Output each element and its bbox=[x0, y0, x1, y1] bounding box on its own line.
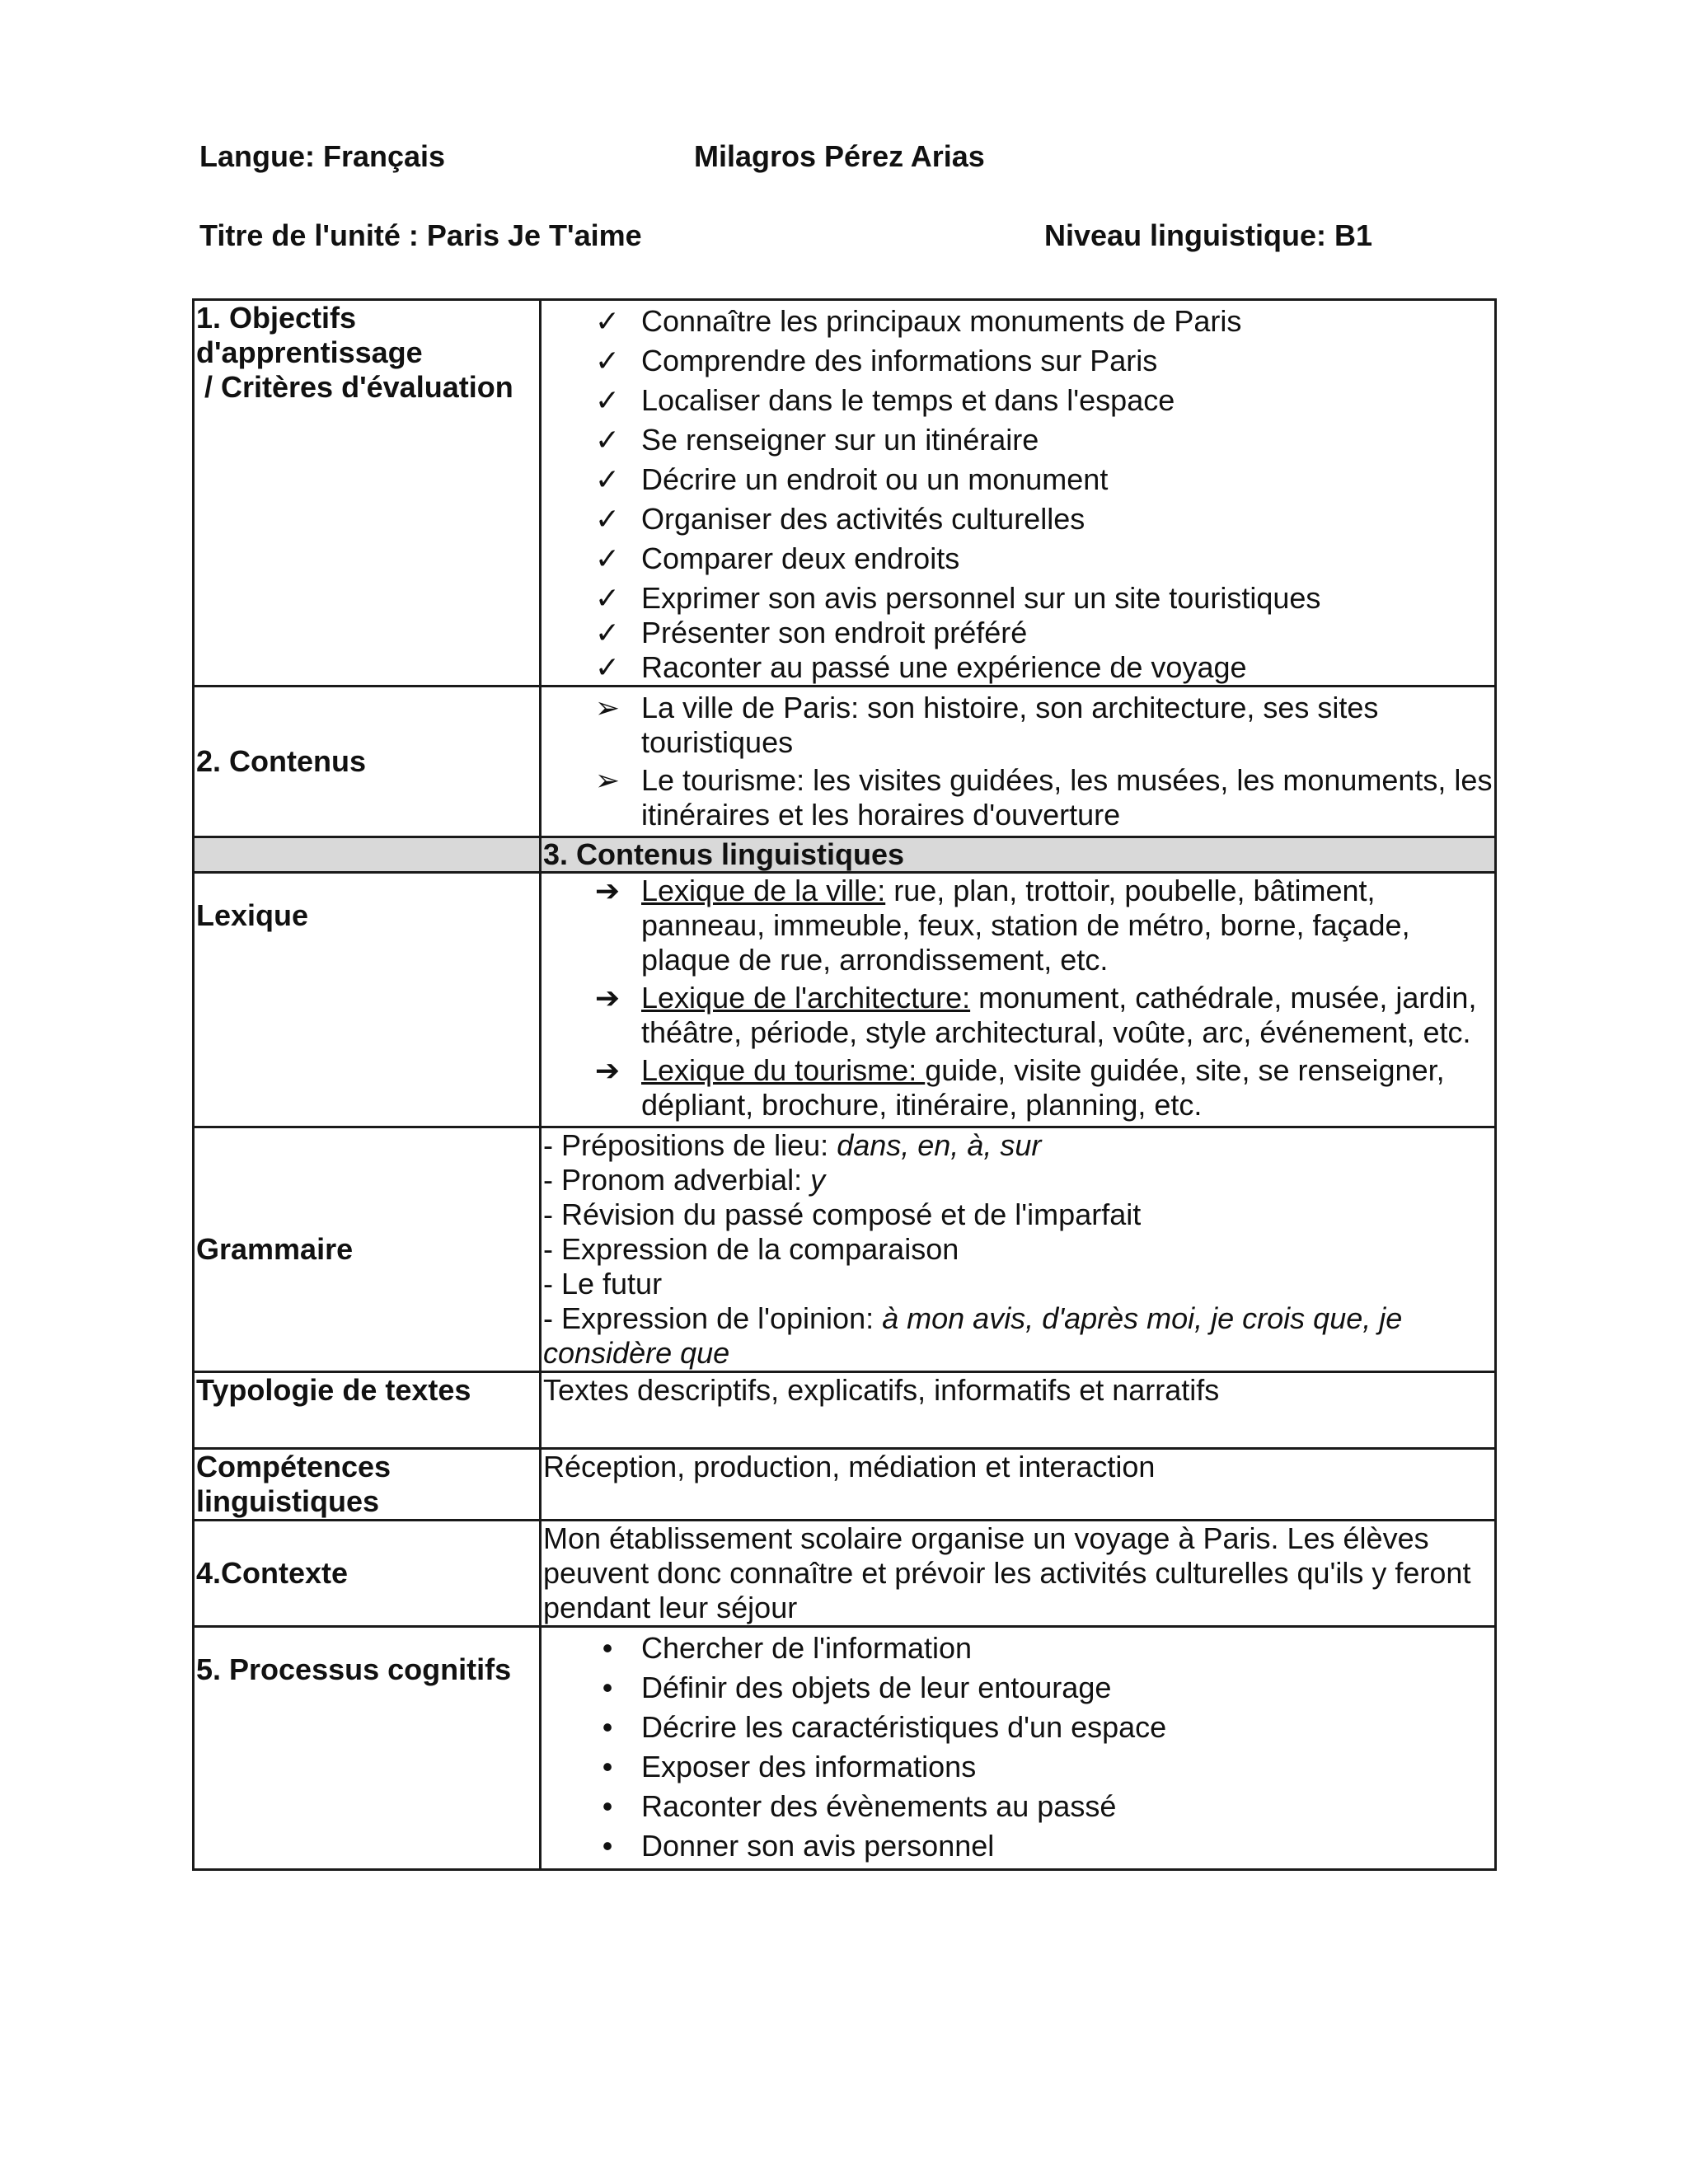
lexique-architecture-text: monument, cathédrale, musée, jardin, théâtre, période, style architectural, voûte, arc, événement, etc. bbox=[641, 981, 1477, 1049]
row-lexique bbox=[194, 873, 1496, 1127]
cell-grammaire bbox=[541, 1127, 1496, 1372]
grammaire-example: dans, en, à, sur bbox=[837, 1128, 1042, 1162]
list-item bbox=[543, 423, 1493, 457]
list-item-text: Localiser dans le temps et dans l'espace bbox=[641, 383, 1175, 417]
list-item bbox=[543, 581, 1493, 616]
list-item-text: Le tourisme: les visites guidées, les musées, les monuments, les itinéraires et les horaires d'ouverture bbox=[641, 763, 1493, 832]
header-level: Niveau linguistique: B1 bbox=[1044, 218, 1373, 252]
bullet-icon: • bbox=[602, 1750, 613, 1783]
list-item bbox=[543, 541, 1493, 576]
check-icon: ✓ bbox=[594, 616, 621, 649]
label-empty bbox=[194, 837, 541, 873]
lexique-architecture-title: Lexique de l'architecture: bbox=[641, 981, 971, 1015]
label-objectifs-line-3: / Critères d'évaluation bbox=[196, 370, 513, 404]
check-icon: ✓ bbox=[594, 650, 621, 684]
arrow-right-icon: ➔ bbox=[594, 1053, 621, 1087]
cell-typologie: Textes descriptifs, explicatifs, informatifs et narratifs bbox=[541, 1372, 1496, 1449]
list-item-text: Connaître les principaux monuments de Paris bbox=[641, 304, 1242, 338]
grammaire-text: - Prépositions de lieu: bbox=[543, 1128, 837, 1162]
list-item-text: Raconter au passé une expérience de voyage bbox=[641, 650, 1247, 684]
heading-contenus-linguistiques: 3. Contenus linguistiques bbox=[541, 837, 1496, 873]
label-typologie: Typologie de textes bbox=[194, 1372, 541, 1449]
list-item bbox=[543, 1789, 1493, 1824]
header-author: Milagros Pérez Arias bbox=[694, 139, 985, 173]
lexique-ville-text: rue, plan, trottoir, poubelle, bâtiment, panneau, immeuble, feux, station de métro, borne, façade, plaque de rue, arrondissement, etc. bbox=[641, 874, 1410, 977]
list-item-text: Décrire les caractéristiques d'un espace bbox=[641, 1710, 1167, 1744]
list-item bbox=[543, 874, 1493, 977]
row-contenus bbox=[194, 687, 1496, 837]
list-item bbox=[543, 502, 1493, 537]
list-item-text: Exprimer son avis personnel sur un site touristiques bbox=[641, 581, 1321, 615]
arrow-right-icon: ➔ bbox=[594, 981, 621, 1015]
grammaire-text: - Expression de l'opinion: bbox=[543, 1301, 883, 1335]
bullet-icon: • bbox=[602, 1789, 613, 1823]
list-item bbox=[543, 304, 1493, 339]
check-icon: ✓ bbox=[594, 423, 621, 457]
grammaire-example: y bbox=[810, 1163, 826, 1197]
label-grammaire: Grammaire bbox=[194, 1127, 541, 1372]
label-processus: 5. Processus cognitifs bbox=[194, 1627, 541, 1870]
row-competences bbox=[194, 1449, 1496, 1521]
list-item-text: La ville de Paris: son histoire, son architecture, ses sites touristiques bbox=[641, 691, 1379, 759]
list-item bbox=[543, 1631, 1493, 1666]
row-processus bbox=[194, 1627, 1496, 1870]
check-icon: ✓ bbox=[594, 541, 621, 575]
label-objectifs-line-2: d'apprentissage bbox=[196, 335, 423, 369]
row-grammaire bbox=[194, 1127, 1496, 1372]
bullet-icon: • bbox=[602, 1671, 613, 1704]
list-item-text: Décrire un endroit ou un monument bbox=[641, 462, 1109, 496]
list-item-text: Donner son avis personnel bbox=[641, 1829, 995, 1863]
check-icon: ✓ bbox=[594, 462, 621, 496]
list-item bbox=[543, 383, 1493, 418]
check-icon: ✓ bbox=[594, 344, 621, 377]
bullet-icon: • bbox=[602, 1631, 613, 1665]
lexique-ville-title: Lexique de la ville: bbox=[641, 874, 886, 907]
check-icon: ✓ bbox=[594, 304, 621, 338]
list-item-text: Chercher de l'information bbox=[641, 1631, 973, 1665]
label-contenus: 2. Contenus bbox=[194, 687, 541, 837]
arrow-right-icon: ➔ bbox=[594, 874, 621, 907]
check-icon: ✓ bbox=[594, 502, 621, 536]
grammaire-line bbox=[543, 1163, 1493, 1197]
grammaire-example: à mon avis, d'après moi, je crois que, je considère que bbox=[543, 1301, 1403, 1370]
unit-plan-table bbox=[192, 298, 1497, 1871]
list-item bbox=[543, 763, 1493, 832]
bullet-icon: • bbox=[602, 1710, 613, 1744]
list-item-text: Définir des objets de leur entourage bbox=[641, 1671, 1112, 1704]
label-contexte: 4.Contexte bbox=[194, 1521, 541, 1627]
cell-contenus bbox=[541, 687, 1496, 837]
list-item-text: Se renseigner sur un itinéraire bbox=[641, 423, 1039, 457]
list-item bbox=[543, 1829, 1493, 1863]
chevron-arrow-icon: ➢ bbox=[594, 691, 621, 724]
row-contenus-linguistiques bbox=[194, 837, 1496, 873]
lexique-tourisme-text: guide, visite guidée, site, se renseigner, dépliant, brochure, itinéraire, planning, etc. bbox=[641, 1053, 1445, 1122]
grammaire-line bbox=[543, 1301, 1493, 1371]
list-item bbox=[543, 1750, 1493, 1784]
row-objectifs bbox=[194, 300, 1496, 687]
grammaire-line bbox=[543, 1128, 1493, 1163]
grammaire-line: - Le futur bbox=[543, 1267, 663, 1301]
label-lexique: Lexique bbox=[194, 873, 541, 1127]
grammaire-line: - Révision du passé composé et de l'imparfait bbox=[543, 1197, 1142, 1231]
list-item bbox=[543, 691, 1493, 760]
list-item bbox=[543, 981, 1493, 1050]
contenus-list bbox=[543, 691, 1493, 832]
label-competences bbox=[194, 1449, 541, 1521]
cell-objectifs bbox=[541, 300, 1496, 687]
list-item bbox=[543, 1053, 1493, 1122]
label-objectifs-line-1: 1. Objectifs bbox=[196, 301, 357, 335]
objectifs-list bbox=[543, 304, 1493, 685]
header-langue: Langue: Français bbox=[199, 139, 446, 173]
check-icon: ✓ bbox=[594, 383, 621, 417]
cell-competences: Réception, production, médiation et interaction bbox=[541, 1449, 1496, 1521]
label-competences-line-1: Compétences bbox=[196, 1450, 392, 1483]
processus-list bbox=[543, 1631, 1493, 1863]
list-item bbox=[543, 344, 1493, 378]
cell-contexte: Mon établissement scolaire organise un voyage à Paris. Les élèves peuvent donc connaître et prévoir les activités culturelles qu'ils y feront pendant leur séjour bbox=[541, 1521, 1496, 1627]
list-item bbox=[543, 616, 1493, 650]
list-item bbox=[543, 650, 1493, 685]
lexique-tourisme-title: Lexique du tourisme: bbox=[641, 1053, 926, 1087]
bullet-icon: • bbox=[602, 1829, 613, 1863]
lexique-list bbox=[543, 874, 1493, 1122]
list-item bbox=[543, 462, 1493, 497]
grammaire-line: - Expression de la comparaison bbox=[543, 1232, 959, 1266]
list-item-text: Organiser des activités culturelles bbox=[641, 502, 1085, 536]
list-item bbox=[543, 1671, 1493, 1705]
list-item bbox=[543, 1710, 1493, 1745]
grammaire-text: - Pronom adverbial: bbox=[543, 1163, 811, 1197]
row-contexte bbox=[194, 1521, 1496, 1627]
chevron-arrow-icon: ➢ bbox=[594, 763, 621, 797]
list-item-text: Comprendre des informations sur Paris bbox=[641, 344, 1158, 377]
label-competences-line-2: linguistiques bbox=[196, 1484, 380, 1518]
header-unit-title: Titre de l'unité : Paris Je T'aime bbox=[199, 218, 642, 252]
list-item-text: Exposer des informations bbox=[641, 1750, 977, 1783]
list-item-text: Comparer deux endroits bbox=[641, 541, 960, 575]
check-icon: ✓ bbox=[594, 581, 621, 615]
row-typologie bbox=[194, 1372, 1496, 1449]
list-item-text: Raconter des évènements au passé bbox=[641, 1789, 1117, 1823]
cell-lexique bbox=[541, 873, 1496, 1127]
label-objectifs bbox=[194, 300, 541, 687]
list-item-text: Présenter son endroit préféré bbox=[641, 616, 1028, 649]
cell-processus bbox=[541, 1627, 1496, 1870]
